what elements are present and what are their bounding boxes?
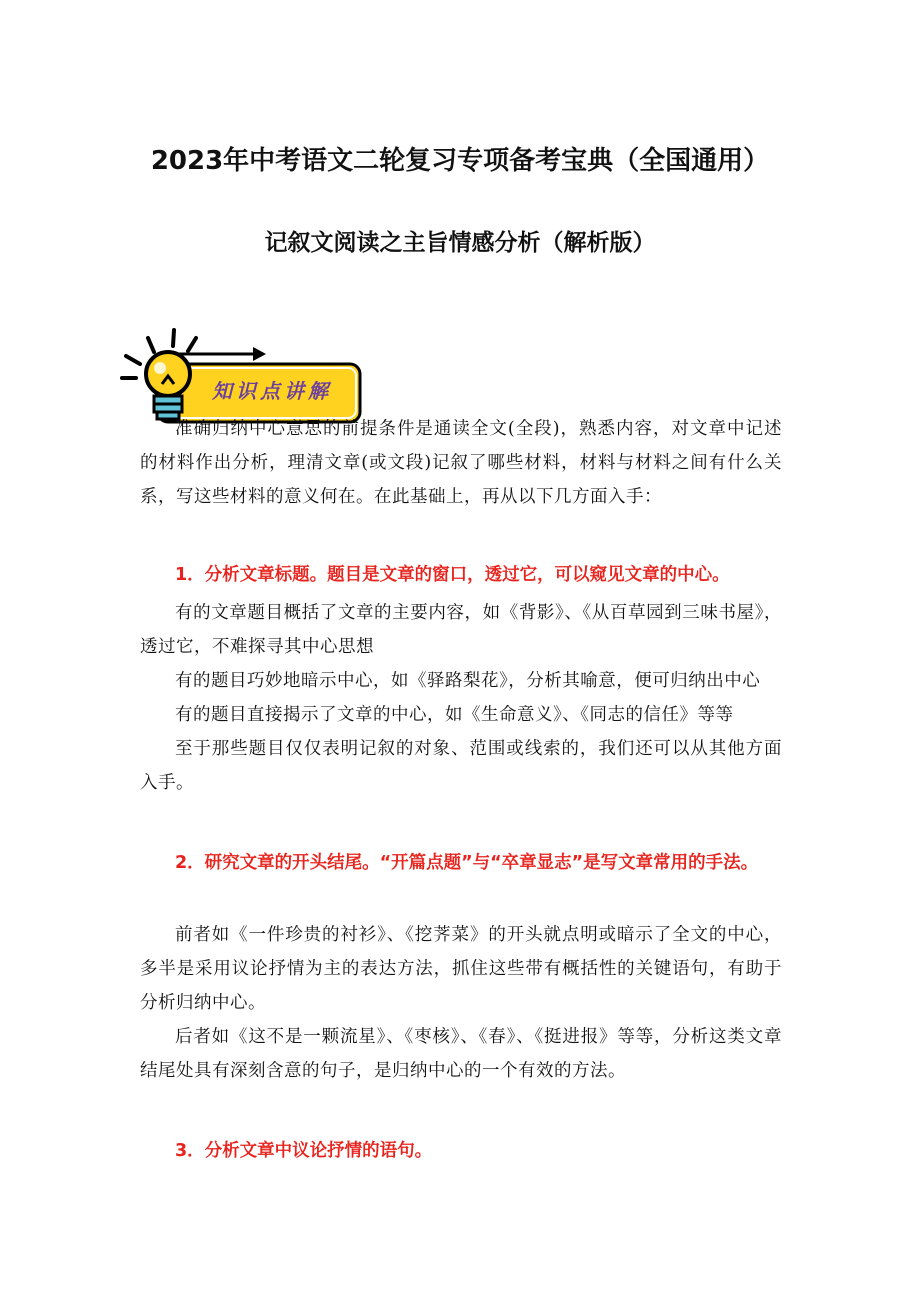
badge-label: 知识点讲解 [212,379,332,403]
section-1-paragraph: 有的题目巧妙地暗示中心，如《驿路梨花》，分析其喻意，便可归纳出中心 [175,671,761,691]
document-title: 2023年中考语文二轮复习专项备考宝典（全国通用） [150,146,770,176]
section-1-paragraph: 有的文章题目概括了文章的主要内容，如《背影》、《从百草园到三味书屋》，透过它，不难探寻其中心思想 [140,603,782,657]
section-1-paragraph: 至于那些题目仅仅表明记叙的对象、范围或线索的，我们还可以从其他方面入手。 [140,739,782,793]
section-1-heading: 1．分析文章标题。题目是文章的窗口，透过它，可以窥见文章的中心。 [175,565,730,585]
intro-paragraph [140,412,782,514]
section-2-body [140,918,782,1088]
section-1-paragraph: 有的题目直接揭示了文章的中心，如《生命意义》、《同志的信任》等等 [175,705,734,725]
section-1-body [140,596,782,800]
section-2-paragraph: 前者如《一件珍贵的衬衫》、《挖荠菜》的开头就点明或暗示了全文的中心，多半是采用议论抒情为主的表达方法，抓住这些带有概括性的关键语句，有助于分析归纳中心。 [140,925,782,1013]
section-2-paragraph: 后者如《这不是一颗流星》、《枣核》、《春》、《挺进报》等等，分析这类文章结尾处具有深刻含意的句子，是归纳中心的一个有效的方法。 [140,1027,782,1081]
section-2-heading: 2．研究文章的开头结尾。“开篇点题”与“卒章显志”是写文章常用的手法。 [175,853,759,873]
document-subtitle: 记叙文阅读之主旨情感分析（解析版） [264,230,656,256]
section-3-heading: 3．分析文章中议论抒情的语句。 [175,1141,433,1161]
intro-text: 准确归纳中心意思的前提条件是通读全文(全段)，熟悉内容，对文章中记述的材料作出分析，理清文章(或文段)记叙了哪些材料，材料与材料之间有什么关系，写这些材料的意义何在。在此基础上，再从以下几方面入手： [140,419,782,507]
